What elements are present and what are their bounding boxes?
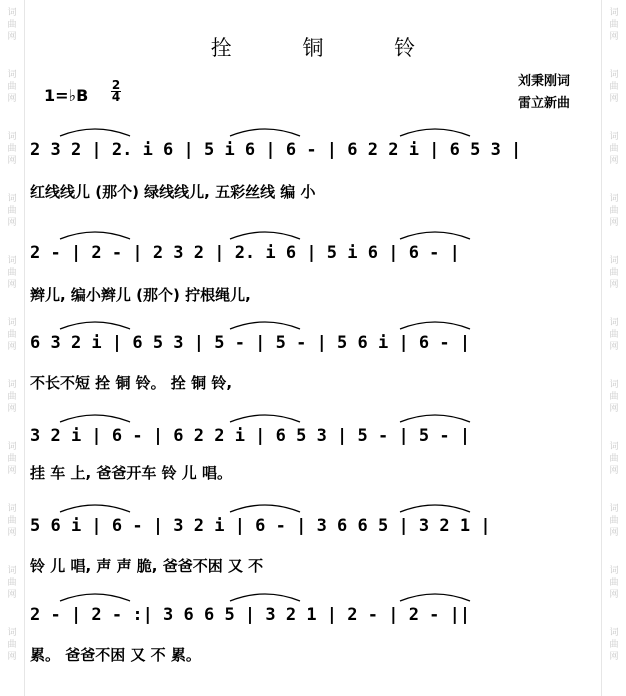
watermark-char: 词 [7,8,17,18]
lyric-line-3: 不长不短 拴 铜 铃。 拴 铜 铃, [30,374,233,392]
lyric-line-2: 辫儿, 编小辫儿 (那个) 拧根绳儿, [30,286,251,304]
watermark-char: 词 [7,504,17,514]
watermark-char: 曲 [609,330,619,340]
watermark-char: 曲 [7,268,17,278]
watermark-char: 曲 [609,392,619,402]
watermark-char: 曲 [609,454,619,464]
slur-arc [400,322,470,329]
lyric-line-1: 红线线儿 (那个) 绿线线儿, 五彩丝线 编 小 [30,183,316,201]
watermark-char: 曲 [609,82,619,92]
watermark-char: 词 [609,504,619,514]
slur-arc [400,594,470,601]
watermark-char: 曲 [609,578,619,588]
time-signature-bottom: 4 [111,90,121,104]
watermark-char: 曲 [7,82,17,92]
watermark-char: 网 [7,218,17,228]
slur-arc [400,232,470,239]
watermark-char: 网 [609,218,619,228]
lyric-line-4: 挂 车 上, 爸爸开车 铃 儿 唱。 [30,464,233,482]
watermark-char: 词 [609,8,619,18]
composer-credit: 雷立新曲 [517,96,570,111]
watermark-char: 词 [609,380,619,390]
watermark-char: 网 [7,94,17,104]
notation-line-1: 2 3 2 | 2. i 6 | 5 i 6 | 6 - | 6 2 2 i | 6 5 3 | [30,140,522,160]
notation-line-6: 2 - | 2 - :| 3 6 6 5 | 3 2 1 | 2 - | 2 - || [30,605,471,625]
slur-arc [60,415,130,422]
watermark-char: 词 [7,442,17,452]
slur-arc [60,322,130,329]
watermark-char: 曲 [609,144,619,154]
watermark-char: 网 [7,156,17,166]
notation-line-4: 3 2 i | 6 - | 6 2 2 i | 6 5 3 | 5 - | 5 - | [30,426,471,446]
watermark-char: 网 [609,590,619,600]
watermark-char: 词 [7,566,17,576]
slur-arc [230,129,300,136]
watermark-char: 曲 [609,268,619,278]
watermark-char: 曲 [7,392,17,402]
song-title: 拴 铜 铃 [210,36,448,60]
slur-arc [230,505,300,512]
watermark-char: 词 [609,70,619,80]
watermark-char: 网 [609,404,619,414]
watermark-char: 曲 [7,454,17,464]
watermark-char: 网 [609,94,619,104]
lyric-line-6: 累。 爸爸不困 又 不 累。 [30,646,201,664]
lyricist-credit: 刘秉刚词 [517,74,570,89]
watermark-char: 网 [7,342,17,352]
slur-arc [60,505,130,512]
slur-arc [400,129,470,136]
watermark-char: 网 [7,528,17,538]
watermark-char: 曲 [7,144,17,154]
notation-line-3: 6 3 2 i | 6 5 3 | 5 - | 5 - | 5 6 i | 6 - | [30,333,471,353]
watermark-char: 曲 [609,640,619,650]
lyric-line-5: 铃 儿 唱, 声 声 脆, 爸爸不困 又 不 [30,557,264,575]
watermark-char: 曲 [609,516,619,526]
key-signature: 1=♭B [44,86,89,105]
slur-arc [230,594,300,601]
watermark-char: 网 [7,404,17,414]
watermark-char: 曲 [7,20,17,30]
watermark-char: 网 [609,652,619,662]
watermark-char: 词 [7,318,17,328]
watermark-char: 曲 [7,206,17,216]
watermark-char: 词 [609,628,619,638]
watermark-char: 曲 [609,20,619,30]
watermark-char: 网 [609,528,619,538]
watermark-char: 曲 [7,640,17,650]
slur-arc [230,232,300,239]
slur-arc [60,232,130,239]
watermark-char: 词 [7,194,17,204]
watermark-char: 网 [7,32,17,42]
watermark-char: 网 [7,590,17,600]
watermark-char: 词 [7,380,17,390]
watermark-char: 词 [609,132,619,142]
notation-line-2: 2 - | 2 - | 2 3 2 | 2. i 6 | 5 i 6 | 6 - | [30,243,460,263]
watermark-char: 网 [609,466,619,476]
watermark-char: 网 [7,466,17,476]
slur-arc [60,594,130,601]
slur-arc [60,129,130,136]
notation-line-5: 5 6 i | 6 - | 3 2 i | 6 - | 3 6 6 5 | 3 2 1 | [30,516,491,536]
watermark-char: 词 [7,628,17,638]
watermark-char: 词 [609,442,619,452]
slur-arc [400,415,470,422]
watermark-char: 网 [7,652,17,662]
watermark-char: 网 [609,32,619,42]
watermark-char: 曲 [7,330,17,340]
watermark-char: 曲 [7,516,17,526]
watermark-char: 曲 [7,578,17,588]
watermark-char: 词 [609,318,619,328]
watermark-char: 网 [609,156,619,166]
watermark-char: 词 [7,256,17,266]
slur-arc [230,415,300,422]
slur-arc [400,505,470,512]
watermark-char: 词 [609,194,619,204]
slur-arc [230,322,300,329]
watermark-char: 词 [7,132,17,142]
time-signature-top: 2 [111,78,121,92]
watermark-char: 网 [7,280,17,290]
watermark-char: 词 [7,70,17,80]
watermark-char: 曲 [609,206,619,216]
watermark-char: 词 [609,566,619,576]
watermark-char: 网 [609,280,619,290]
watermark-char: 词 [609,256,619,266]
watermark-char: 网 [609,342,619,352]
